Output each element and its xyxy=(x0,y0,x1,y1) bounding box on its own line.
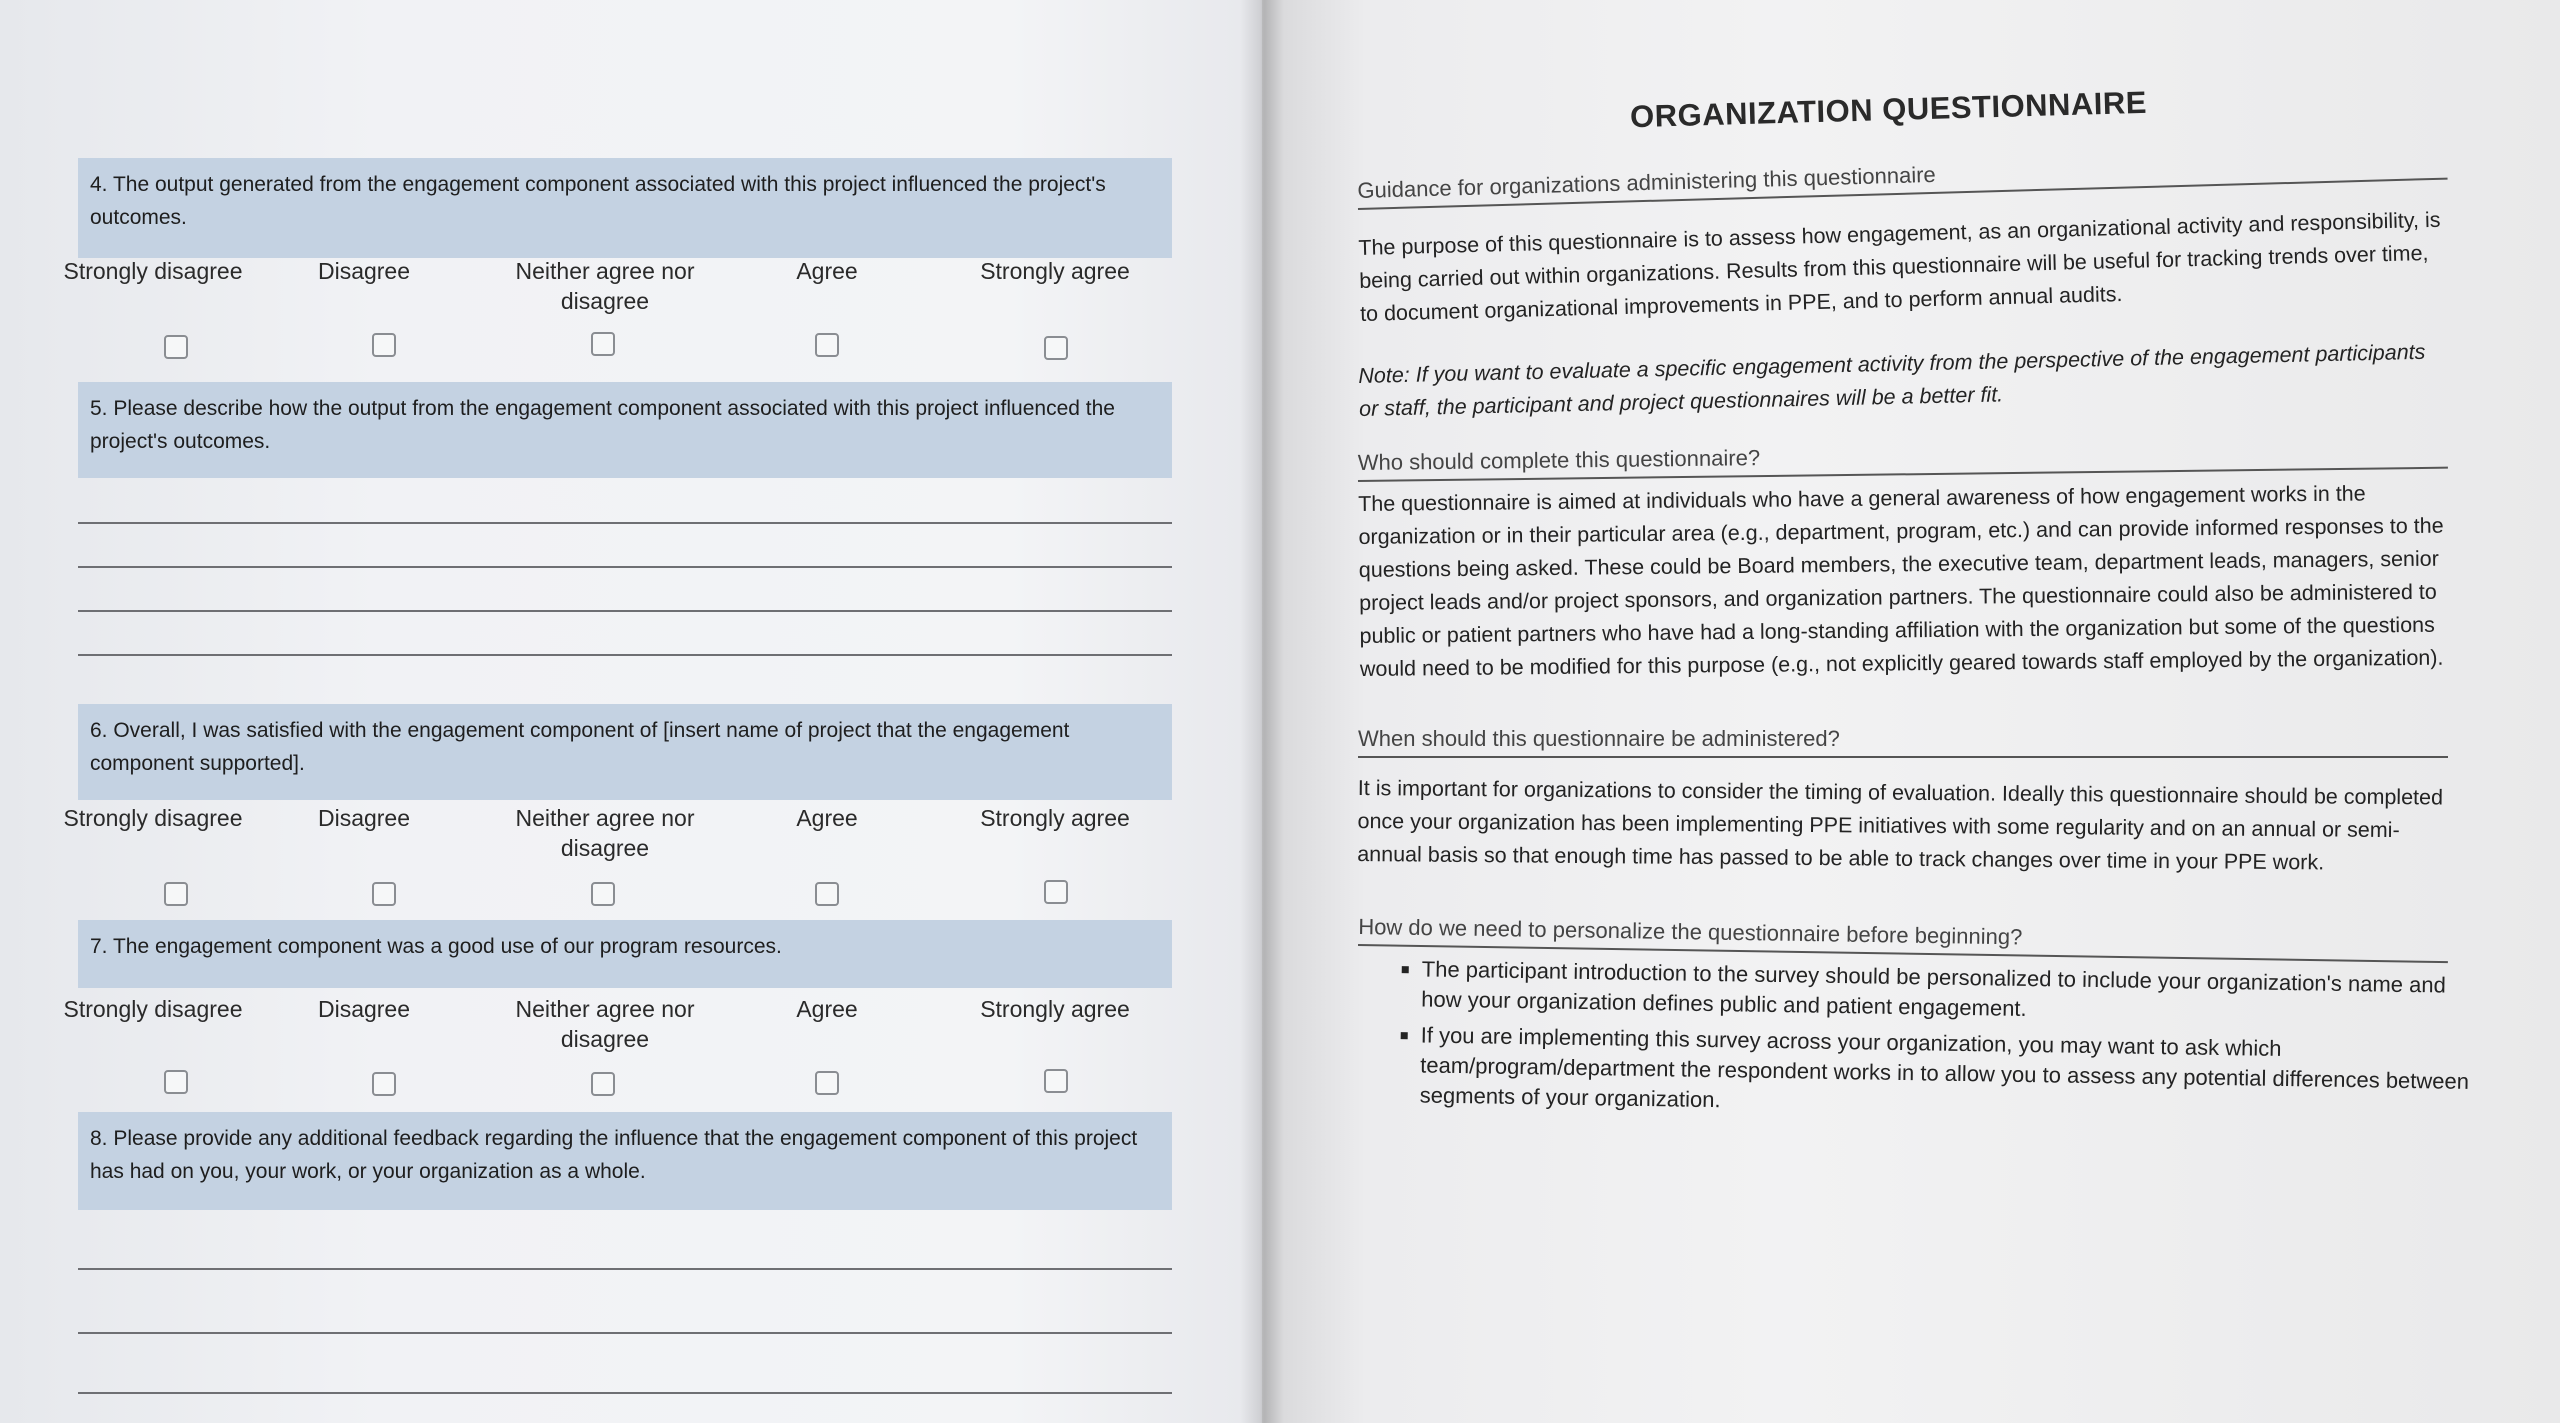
page-title: ORGANIZATION QUESTIONNAIRE xyxy=(1629,84,2148,135)
personalize-bullet-2: ▪ If you are implementing this survey across your organization, you may want to ask which team/program/department the respondent works in to allow you to assess any potential differences between segments of your organization. xyxy=(1420,1020,2477,1127)
q5-answer-line-3[interactable] xyxy=(78,610,1172,612)
question-8-prompt xyxy=(78,1112,1172,1210)
q7-checkbox-agree[interactable] xyxy=(815,1071,839,1095)
q6-option-strongly-agree: Strongly agree xyxy=(980,805,1130,831)
section-heading-when: When should this questionnaire be administered? xyxy=(1358,726,2448,758)
q6-checkbox-neutral[interactable] xyxy=(591,882,615,906)
q6-option-disagree: Disagree xyxy=(317,805,411,831)
question-8-text: 8. Please provide any additional feedback regarding the influence that the engagement component of this project has had on you, your work, or your organization as a whole. xyxy=(90,1127,1138,1183)
section-heading-who: Who should complete this questionnaire? xyxy=(1358,437,2448,482)
q7-option-strongly-agree: Strongly agree xyxy=(980,996,1130,1022)
section-heading-personalize: How do we need to personalize the questionnaire before beginning? xyxy=(1358,914,2448,963)
q4-checkbox-strongly-agree[interactable] xyxy=(1044,336,1068,360)
guidance-note-paragraph: Note: If you want to evaluate a specific engagement activity from the perspective of the engagement participants or staff, the participant and project questionnaires will be a better fit. xyxy=(1358,339,2426,421)
q4-option-neutral: Neither agree nor disagree xyxy=(515,258,695,314)
question-4-scale xyxy=(63,256,1172,376)
question-7-prompt xyxy=(78,920,1172,988)
guidance-purpose-paragraph: The purpose of this questionnaire is to assess how engagement, as an organizational activity and responsibility, is being carried out within organizations. Results from this questionnaire will be useful for tracking trends over time, to document organizational improvements in PPE, and to perform annual audits. xyxy=(1358,207,2441,326)
q7-option-neutral: Neither agree nor disagree xyxy=(515,996,695,1052)
q8-answer-line-1[interactable] xyxy=(78,1268,1172,1270)
q7-option-strongly-disagree: Strongly disagree xyxy=(63,996,243,1022)
section-heading-guidance: Guidance for organizations administering this questionnaire xyxy=(1357,148,2447,210)
q8-answer-line-2[interactable] xyxy=(78,1332,1172,1334)
personalize-bullet-1: ▪ The participant introduction to the survey should be personalized to include your organization's name and how your organization defines public and patient engagement. xyxy=(1421,954,2478,1031)
q4-option-agree: Agree xyxy=(796,258,858,284)
q7-checkbox-disagree[interactable] xyxy=(372,1072,396,1096)
q6-option-strongly-disagree: Strongly disagree xyxy=(63,805,243,831)
q7-option-agree: Agree xyxy=(796,996,858,1022)
question-7-text: 7. The engagement component was a good use of our program resources. xyxy=(90,935,782,958)
left-page xyxy=(0,0,1262,1423)
q5-answer-line-1[interactable] xyxy=(78,522,1172,524)
q4-option-strongly-disagree: Strongly disagree xyxy=(63,258,243,284)
q8-answer-line-3[interactable] xyxy=(78,1392,1172,1394)
question-5-text: 5. Please describe how the output from the engagement component associated with this project influenced the project's outcomes. xyxy=(90,397,1115,453)
q6-option-neutral: Neither agree nor disagree xyxy=(515,805,695,861)
q5-answer-line-2[interactable] xyxy=(78,566,1172,568)
q4-checkbox-disagree[interactable] xyxy=(372,333,396,357)
question-6-text: 6. Overall, I was satisfied with the engagement component of [insert name of project that the engagement component supported]. xyxy=(90,719,1070,775)
when-paragraph: It is important for organizations to consider the timing of evaluation. Ideally this questionnaire should be completed once your organization has been implementing PPE initiatives with some regularity and on an annual or semi-annual basis so that enough time has passed to be able to track changes over time in your PPE work. xyxy=(1357,775,2444,875)
q4-option-strongly-agree: Strongly agree xyxy=(980,258,1130,284)
question-5-prompt xyxy=(78,382,1172,478)
question-4-text: 4. The output generated from the engagement component associated with this project influenced the project's outcomes. xyxy=(90,173,1106,229)
q7-checkbox-strongly-disagree[interactable] xyxy=(164,1070,188,1094)
q5-answer-line-4[interactable] xyxy=(78,654,1172,656)
q7-option-disagree: Disagree xyxy=(317,996,411,1022)
q4-option-disagree: Disagree xyxy=(317,258,411,284)
q6-checkbox-strongly-agree[interactable] xyxy=(1044,880,1068,904)
q7-checkbox-neutral[interactable] xyxy=(591,1072,615,1096)
question-7-scale xyxy=(63,994,1172,1114)
q6-option-agree: Agree xyxy=(796,805,858,831)
question-6-prompt xyxy=(78,704,1172,800)
q6-checkbox-agree[interactable] xyxy=(815,882,839,906)
question-4-prompt xyxy=(78,158,1172,258)
personalize-bullet-list xyxy=(1389,954,2477,1133)
question-6-scale xyxy=(63,803,1172,923)
q6-checkbox-strongly-disagree[interactable] xyxy=(164,882,188,906)
who-paragraph: The questionnaire is aimed at individuals who have a general awareness of how engagement works in the organization or in their particular area (e.g., department, program, etc.) and can provide informed responses to the questions being asked. These could be Board members, the executive team, department leads, managers, senior project leads and/or project sponsors, and organization partners. The questionnaire could also be administered to public or patient partners who have had a long-standing affiliation with the organization but some of the questions would need to be modified for this purpose (e.g., not explicitly geared towards staff employed by the organization). xyxy=(1358,481,2444,681)
q7-checkbox-strongly-agree[interactable] xyxy=(1044,1069,1068,1093)
q4-checkbox-neutral[interactable] xyxy=(591,332,615,356)
q6-checkbox-disagree[interactable] xyxy=(372,882,396,906)
q4-checkbox-agree[interactable] xyxy=(815,333,839,357)
q4-checkbox-strongly-disagree[interactable] xyxy=(164,335,188,359)
